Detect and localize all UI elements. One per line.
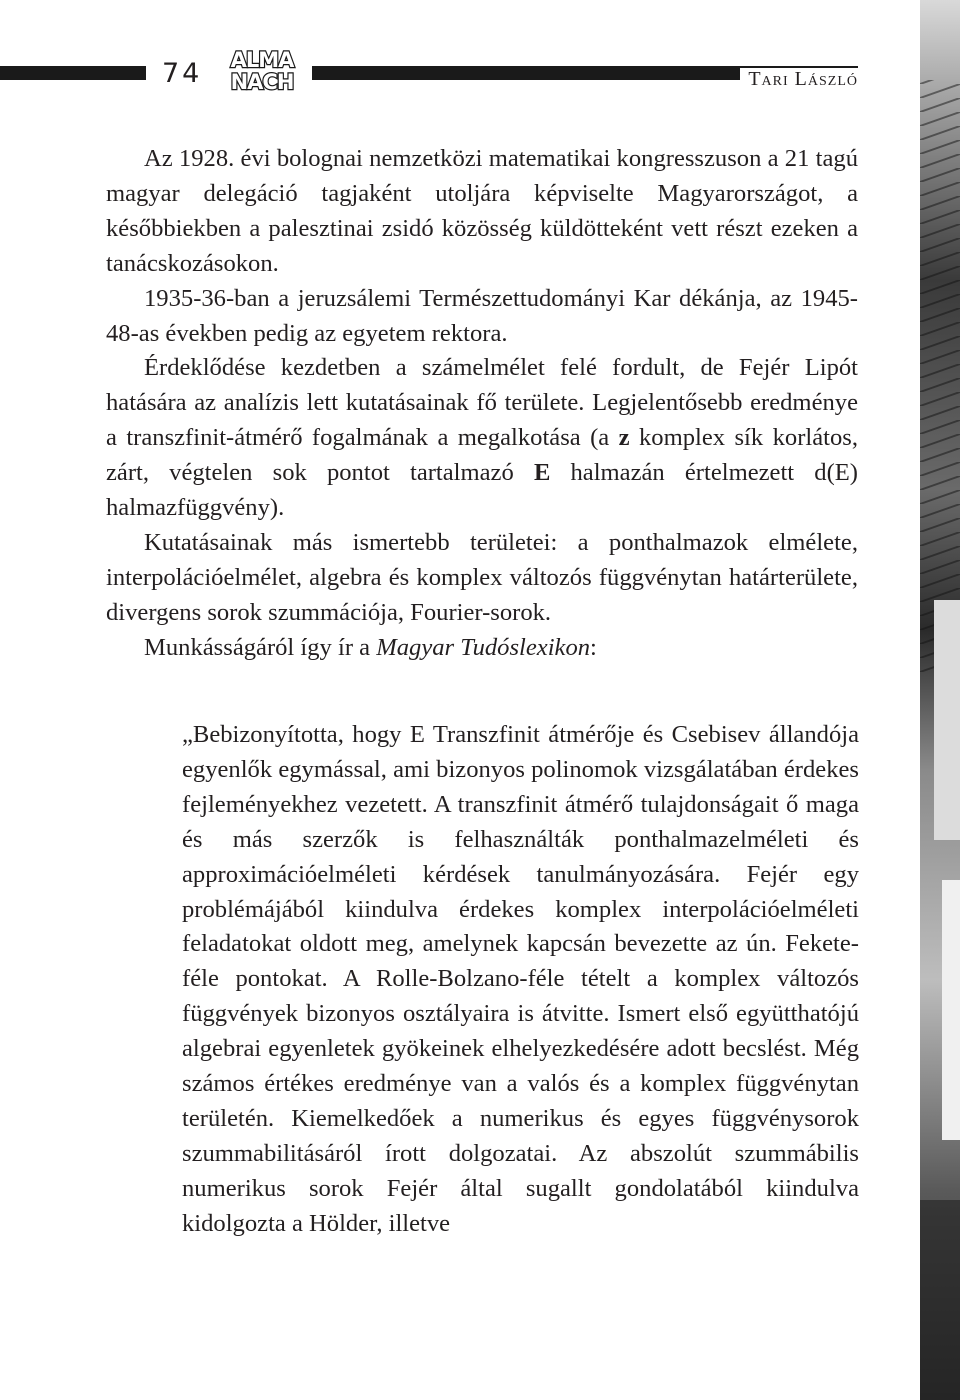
body-text — [106, 142, 858, 666]
svg-text:NACH: NACH — [230, 70, 294, 94]
paragraph-4: Kutatásainak más ismertebb területei: a ponthalmazok elmélete, interpolációelmélet, algebra és komplex változós függvénytan határterülete, divergens sorok szummációja, Fourier-sorok. — [106, 528, 858, 626]
math-z: z — [618, 424, 630, 452]
paragraph-2: 1935-36-ban a jeruzsálemi Természettudományi Kar dékánja, az 1945-48-as években pedig az egyetem rektora. — [106, 284, 858, 347]
almanach-logo — [222, 46, 302, 94]
svg-text:ALMA: ALMA — [230, 48, 294, 72]
paragraph-5 — [106, 631, 858, 666]
header-rule-left — [0, 66, 146, 80]
block-quote: „Bebizonyította, hogy E Transzfinit átmérője és Csebisev állandója egyenlők egymással, ami bizonyos polinomok vizsgálatában érdekes fejleményekhez vezetett. A transzfinit átmérő tulajdonságait ő maga és más szerzők is felhasználták ponthalmazelméleti és approximációelméleti kérdések tanulmányozására. Fejér egy problémájából kiindulva érdekes komplex interpolációelméleti feladatokat oldott meg, amelynek kapcsán bevezette az ún. Fekete-féle pontokat. A Rolle-Bolzano-féle tételt a komplex változós függvények bizonyos osztályaira is átvitte. Ismert első együtthatójú algebrai egyenletek gyökeinek elhelyezkedésére adott becslést. Még számos értékes eredménye van a valós és a komplex függvénytan területén. Kiemelkedőek a numerikus és egyes függvénysorok szummabilitásáról írott dolgozatai. Az abszolút szummábilis numerikus sorok Fejér által sugallt gondolatából kiindulva kidolgozta a Hölder, illetve — [182, 721, 859, 1237]
paragraph-3-part-a: Érdeklődése kezdetben a számelmélet felé fordult, de Fejér Lipót hatására az analízis lett kutatásainak fő területe. Legjelentősebb eredménye a transzfinit-átmérő fogalmának a megalkotása (a — [106, 354, 858, 452]
author-name: Tari László — [740, 68, 858, 90]
paragraph-3 — [106, 351, 858, 526]
paragraph-5-part-b: : — [590, 633, 597, 661]
math-E: E — [533, 459, 551, 487]
paragraph-3-part-c: halmazán értelmezett d(E) halmazfüggvény). — [106, 459, 858, 522]
lexicon-title: Magyar Tudóslexikon — [376, 633, 591, 661]
side-photo-strip — [920, 0, 960, 1400]
paragraph-5-part-a: Munkásságáról így ír a — [144, 633, 377, 661]
paragraph-1: Az 1928. évi bolognai nemzetközi matematikai kongresszuson a 21 tagú magyar delegáció tagjaként utoljára képviselte Magyarországot, a későbbiekben a palesztinai zsidó közösség küldötteként vett részt ezeken a tanácskozásokon. — [106, 145, 858, 277]
paragraph-3-part-b: komplex sík korlátos, zárt, végtelen sok pontot tartalmazó — [106, 424, 858, 487]
page-number: 74 — [162, 58, 203, 89]
